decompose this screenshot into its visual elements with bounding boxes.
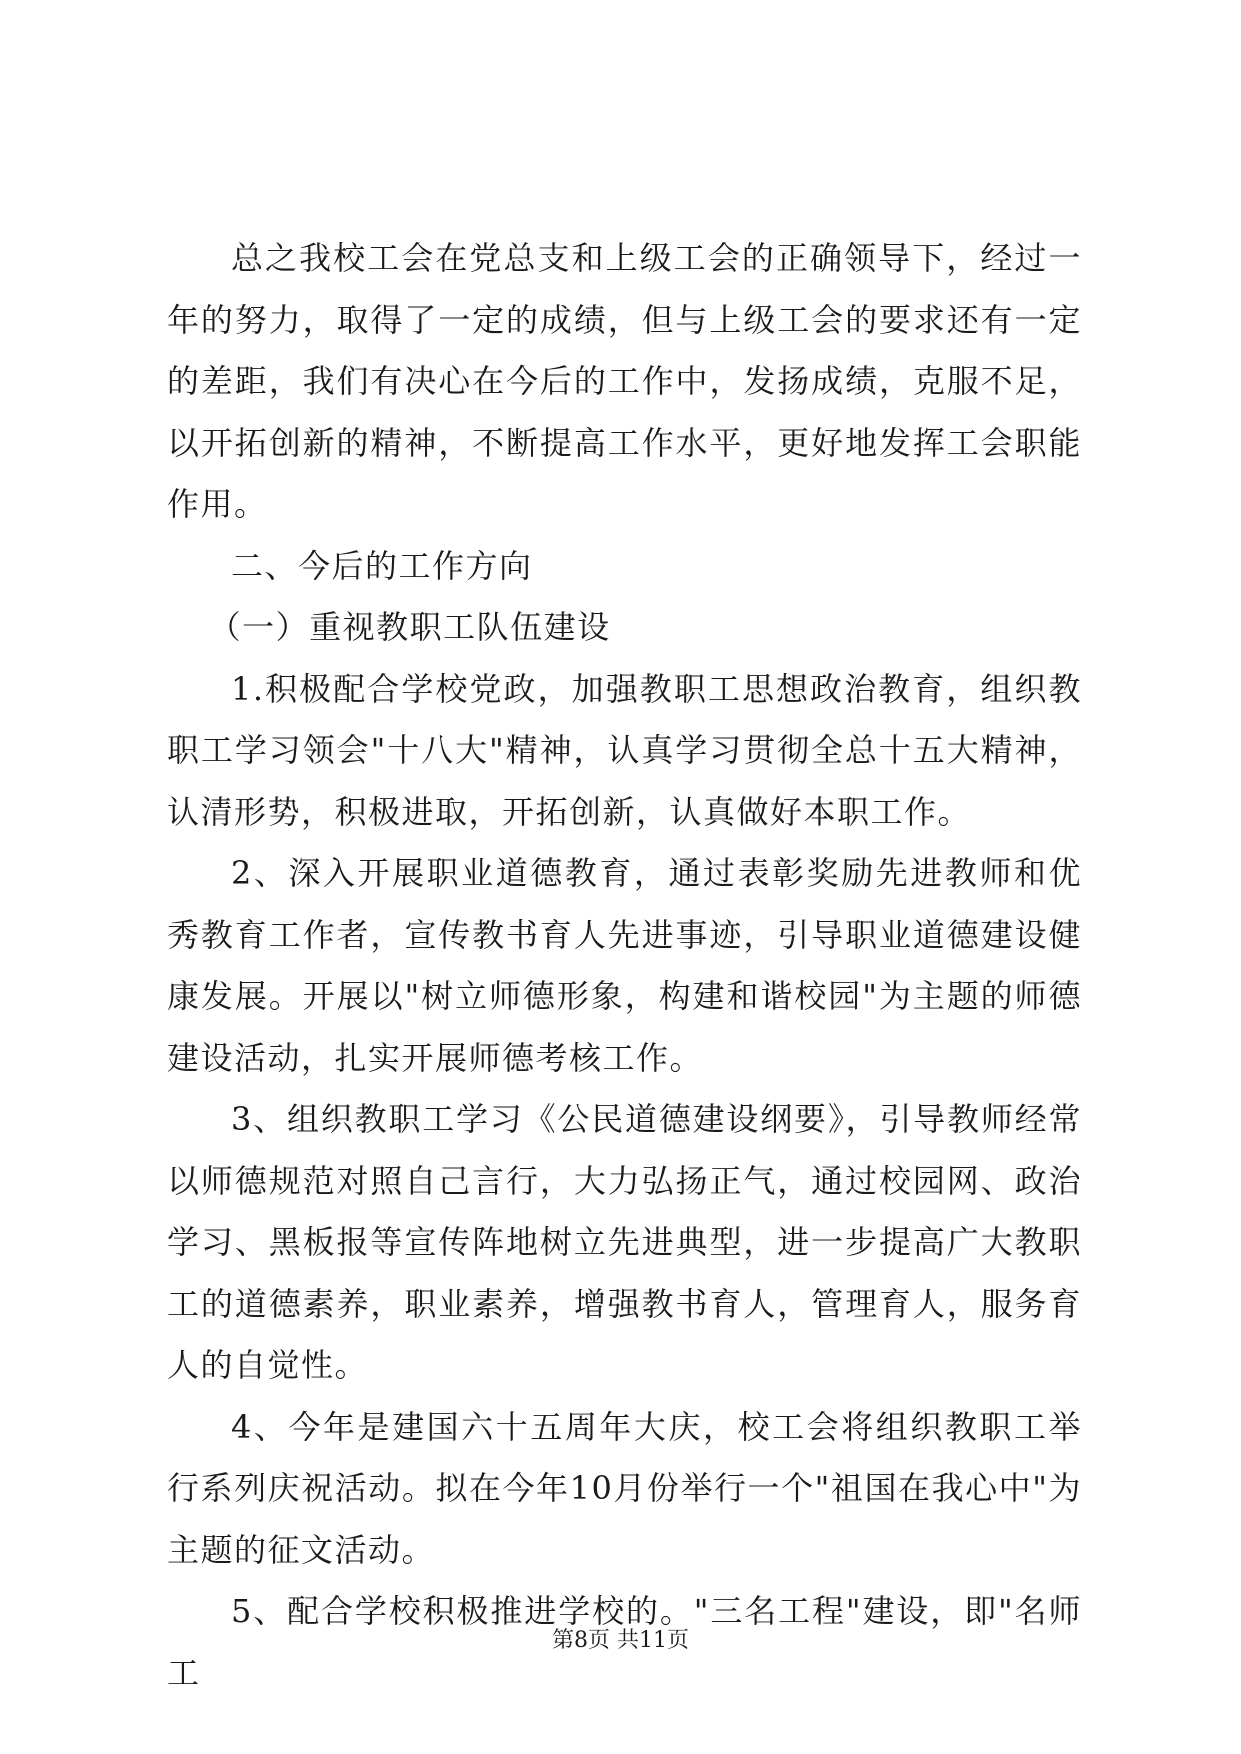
- paragraph-item-2: 2、深入开展职业道德教育，通过表彰奖励先进教师和优秀教育工作者，宣传教书育人先进事迹，引导职业道德建设健康发展。开展以"树立师德形象，构建和谐校园"为主题的师德建设活动，扎实开展师德考核工作。: [167, 854, 1082, 1077]
- document-body: [167, 228, 1082, 1704]
- page-number-label: 第8页 共11页: [552, 1628, 689, 1653]
- paragraph-item-4: 4、今年是建国六十五周年大庆，校工会将组织教职工举行系列庆祝活动。拟在今年10月份举行一个"祖国在我心中"为主题的征文活动。: [167, 1407, 1082, 1569]
- paragraph-item-1: 1.积极配合学校党政，加强教职工思想政治教育，组织教职工学习领会"十八大"精神，认真学习贯彻全总十五大精神，认清形势，积极进取，开拓创新，认真做好本职工作。: [167, 669, 1082, 831]
- paragraph-summary: 总之我校工会在党总支和上级工会的正确领导下，经过一年的努力，取得了一定的成绩，但与上级工会的要求还有一定的差距，我们有决心在今后的工作中，发扬成绩，克服不足，以开拓创新的精神，不断提高工作水平，更好地发挥工会职能作用。: [167, 239, 1082, 523]
- paragraph-item-3: 3、组织教职工学习《公民道德建设纲要》，引导教师经常以师德规范对照自己言行，大力弘扬正气，通过校园网、政治学习、黑板报等宣传阵地树立先进典型，进一步提高广大教职工的道德素养，职业素养，增强教书育人，管理育人，服务育人的自觉性。: [167, 1100, 1082, 1384]
- paragraph-item-5: 5、配合学校积极推进学校的。"三名工程"建设，即"名师工: [167, 1592, 1082, 1692]
- page-footer: [0, 1626, 1241, 1656]
- section-heading-future-work: 二、今后的工作方向: [231, 546, 533, 585]
- subsection-heading-staff-team: （一）重视教职工队伍建设: [208, 608, 611, 646]
